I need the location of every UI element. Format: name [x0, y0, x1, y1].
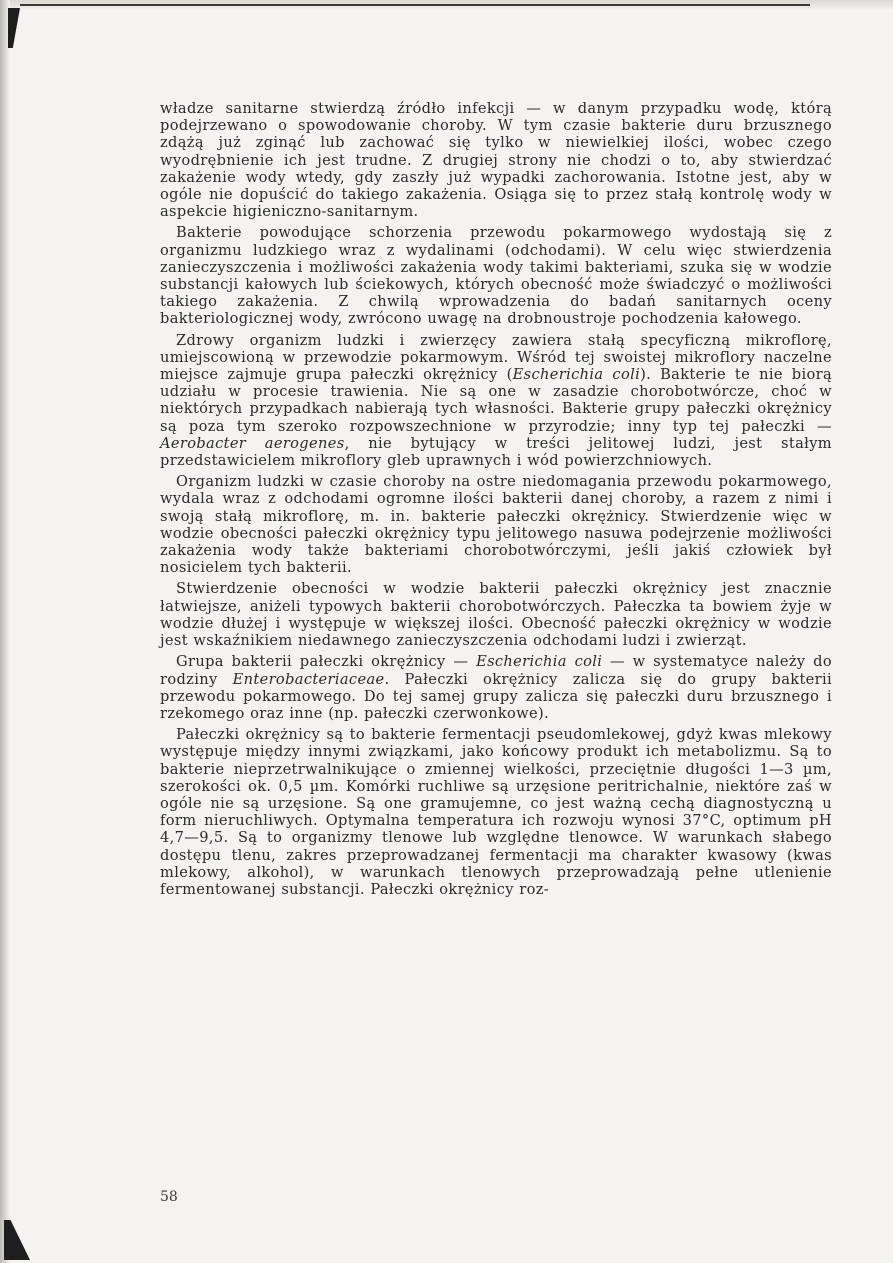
- paragraph: [160, 653, 832, 722]
- italic-term: Enterobacteriaceae: [232, 670, 385, 688]
- text-run: , nie bytujący w treści jelitowej ludzi, jest stałym przedstawicielem mikroflory gleb uprawnych i wód powierzchniowych.: [160, 434, 832, 470]
- paragraph: [160, 332, 832, 470]
- paragraph: [160, 580, 832, 649]
- body-text: [160, 100, 832, 898]
- text-run: Pałeczki okrężnicy są to bakterie fermentacji pseudomlekowej, gdyż kwas mlekowy występuje między innymi związkami, jako końcowy produkt ich metabolizmu. Są to bakterie nieprzetrwalnikujące o zmiennej wielkości, przeciętnie długości 1—3 µm, szerokości ok. 0,5 µm. Komórki ruchliwe są urzęsione peritrichalnie, niektóre zaś w ogóle nie są urzęsione. Są one gramujemne, co jest ważną cechą diagnostyczną u form nieruchliwych. Optymalna temperatura ich rozwoju wynosi 37°C, optimum pH 4,7—9,5. Są to organizmy tlenowe lub względne tlenowce. W warunkach słabego dostępu tlenu, zakres przeprowadzanej fermentacji ma charakter kwasowy (kwas mlekowy, alkohol), w warunkach tlenowych przeprowadzają pełne utlenienie fermentowanej substancji. Pałeczki okrężnicy roz-: [160, 726, 832, 898]
- text-run: ). Bakterie te nie biorą udziału w procesie trawienia. Nie są one w zasadzie chorobotwórcze, choć w niektórych przypadkach nabierają tych własności. Bakterie grupy pałeczki okrężnicy są poza tym szeroko rozpowszechnione w przyrodzie; inny typ tej pałeczki —: [160, 366, 832, 435]
- paragraph: [160, 726, 832, 898]
- text-run: — w systematyce należy do rodziny: [160, 653, 833, 688]
- italic-term: Escherichia coli: [512, 366, 641, 384]
- paragraph: [160, 100, 832, 220]
- text-run: władze sanitarne stwierdzą źródło infekcji — w danym przypadku wodę, którą podejrzewano o spowodowanie choroby. W tym czasie bakterie duru brzusznego zdążą już zginąć lub zachować się tylko w niewielkiej ilości, wobec czego wyodrębnienie ich jest trudne. Z drugiej strony nie chodzi o to, aby stwierdzać zakażenie wody wtedy, gdy zaszły już wypadki zachorowania. Istotne jest, aby w ogóle nie dopuścić do takiego zakażenia. Osiąga się to przez stałą kontrolę wody w aspekcie higieniczno-sanitarnym.: [160, 100, 832, 221]
- text-run: Grupa bakterii pałeczki okrężnicy —: [176, 653, 477, 671]
- text-run: Zdrowy organizm ludzki i zwierzęcy zawiera stałą specyficzną mikroflorę, umiejscowioną w przewodzie pokarmowym. Wśród tej swoistej mikroflory naczelne miejsce zajmuje grupa pałeczki okrężnicy (: [160, 331, 832, 384]
- text-run: Bakterie powodujące schorzenia przewodu pokarmowego wydostają się z organizmu ludzkiego wraz z wydalinami (odchodami). W celu więc stwierdzenia zanieczyszczenia i możliwości zakażenia wody takimi bakteriami, szuka się w wodzie substancji kałowych lub ściekowych, których obecność może świadczyć o możliwości takiego zakażenia. Z chwilą wprowadzenia do badań sanitarnych oceny bakteriologicznej wody, zwrócono uwagę na drobnoustroje pochodzenia kałowego.: [160, 224, 832, 328]
- page-number: 58: [160, 1189, 178, 1205]
- text-run: Stwierdzenie obecności w wodzie bakterii pałeczki okrężnicy jest znacznie łatwiejsze, aniżeli typowych bakterii chorobotwórczych. Pałeczka ta bowiem żyje w wodzie dłużej i występuje w większej ilości. Obecność pałeczki okrężnicy w wodzie jest wskaźnikiem niedawnego zanieczyszczenia odchodami ludzi i zwierząt.: [160, 580, 832, 650]
- paragraph: [160, 473, 832, 576]
- scan-artifact-bottom: [4, 1220, 30, 1260]
- scan-artifact-top: [8, 8, 20, 48]
- scan-left-edge: [0, 0, 10, 1263]
- top-rule: [20, 4, 810, 6]
- text-run: . Pałeczki okrężnicy zalicza się do grupy bakterii przewodu pokarmowego. Do tej samej grupy zalicza się pałeczki duru brzusznego i rzekomego oraz inne (np. pałeczki czerwonkowe).: [160, 670, 833, 722]
- italic-term: Aerobacter aerogenes: [160, 434, 345, 452]
- text-run: Organizm ludzki w czasie choroby na ostre niedomagania przewodu pokarmowego, wydala wraz z odchodami ogromne ilości bakterii danej choroby, a razem z nimi i swoją stałą mikroflorę, m. in. bakterie pałeczki okrężnicy. Stwierdzenie więc w wodzie obecności pałeczki okrężnicy typu jelitowego nasuwa podejrzenie możliwości zakażenia wody także bakteriami chorobotwórczymi, jeśli jakiś człowiek był nosicielem tych bakterii.: [160, 473, 832, 577]
- italic-term: Escherichia coli: [476, 653, 603, 671]
- paragraph: [160, 224, 832, 327]
